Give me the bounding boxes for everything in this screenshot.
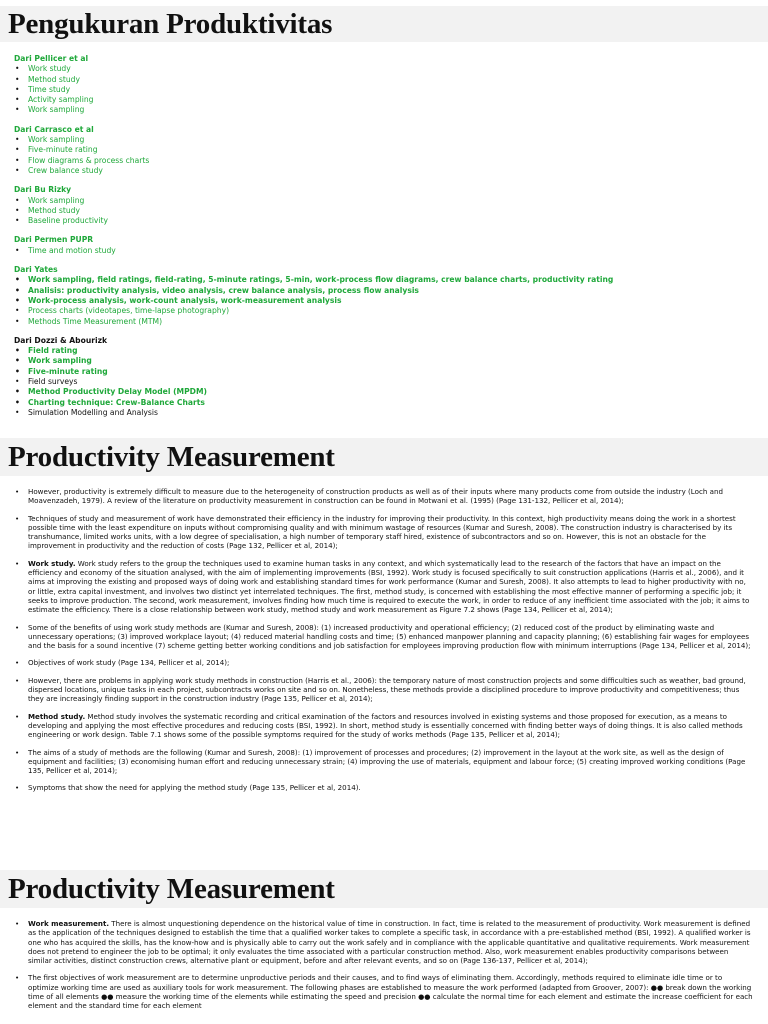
paragraph: • However, there are problems in applying work study methods in construction (Harris et al., 2006): the temporary nature of most construction projects and some difficulties such as weather, bad ground, dispersed locations, unique tasks in each project, subcontracts works on site and so on. Nonetheless, these methods provide a disciplined procedure to improve productivity and competitiveness; thus they are increasingly finding support in the construction industry (Page 135, Pellicer et al, 2014); xyxy=(14,676,754,704)
group-yates xyxy=(14,265,754,327)
group-dozzi-abourizk xyxy=(14,336,754,418)
list-item: • Methods Time Measurement (MTM) xyxy=(14,317,754,327)
list-item: • Field rating xyxy=(14,346,754,356)
list-item: • Work sampling xyxy=(14,356,754,366)
list-item: • Work sampling, field ratings, field-rating, 5-minute ratings, 5-min, work-process flow diagrams, crew balance charts, productivity rating xyxy=(14,275,754,285)
list-item: • Method Productivity Delay Model (MPDM) xyxy=(14,387,754,397)
slide-2-title: Productivity Measurement xyxy=(8,440,335,473)
list-item: • Work-process analysis, work-count analysis, work-measurement analysis xyxy=(14,296,754,306)
list-item: • Analisis: productivity analysis, video analysis, crew balance analysis, process flow analysis xyxy=(14,286,754,296)
list-item: • Method study xyxy=(14,206,754,216)
slide-1-content xyxy=(0,42,768,418)
paragraph: • Objectives of work study (Page 134, Pellicer et al, 2014); xyxy=(14,658,754,667)
list-item: • Five-minute rating xyxy=(14,367,754,377)
group-title: Dari Yates xyxy=(14,265,58,275)
group-carrasco xyxy=(14,125,754,176)
paragraph: • The aims of a study of methods are the following (Kumar and Suresh, 2008): (1) improvement of processes and procedures; (2) improvement in the layout at the work site, as well as the design of equipment and facilities; (3) economising human effort and reducing unnecessary strain; (4) improving the use of materials, equipment and labour force; (5) creating improved working conditions (Page 135, Pellicer et al, 2014); xyxy=(14,748,754,776)
group-title: Dari Pellicer et al xyxy=(14,54,89,63)
list-item: • Field surveys xyxy=(14,377,754,387)
slide-3 xyxy=(0,870,768,1024)
group-title: Dari Permen PUPR xyxy=(14,235,94,245)
list-item: • Crew balance study xyxy=(14,166,754,176)
group-title: Dari Bu Rizky xyxy=(14,185,72,195)
paragraph: • Some of the benefits of using work study methods are (Kumar and Suresh, 2008): (1) increased productivity and operational efficiency; (2) reduced cost of the product by eliminating waste and unnecessary operations; (3) improved workplace layout; (4) reduced material handling costs and time; (5) enhanced manpower planning and capacity planning; (6) establishing fair wages for employees and the basis for a sound incentive (7) scheme getting better working conditions and job satisfaction for employees improving production flow with minimum interruptions (Page 134, Pellicer et al, 2014); xyxy=(14,623,754,651)
group-pellicer xyxy=(14,54,754,116)
paragraph: • Method study. Method study involves the systematic recording and critical examination of the factors and resources involved in existing systems and those proposed for execution, as a means to developing and applying the most effective procedures and reducing costs (BSI, 1992). In short, method study is essentially concerned with finding better ways of doing things. It is also called methods engineering or work design. Table 7.1 shows some of the possible symptoms required for the study of works methods (Page 135, Pellicer et al, 2014); xyxy=(14,712,754,740)
slide-3-title: Productivity Measurement xyxy=(8,872,335,905)
list-item: • Five-minute rating xyxy=(14,145,754,155)
group-title: Dari Carrasco et al xyxy=(14,124,94,134)
slide-1 xyxy=(0,6,768,434)
list-item: • Work sampling xyxy=(14,135,754,145)
slide-1-title-bar xyxy=(0,6,768,42)
paragraph: • Work measurement. There is almost unquestioning dependence on the historical value of time in construction. In fact, time is related to the measurement of productivity. Work measurement is defined as the application of the techniques designed to establish the time that a qualified worker takes to complete a specific task, in accordance with a pre-established method (BSI, 1992). A qualified worker is one who has acquired the skills, has the know-how and is physically able to carry out the work safely and in compliance with the applicable quantitative and qualitative requirements. Work measurement does not pretend to engineer the job to be optimal; it only evaluates the time associated with a particular construction method. Also, work measurement enables productivity comparisons between similar activities, distinct construction crews, alternative plant or equipment, before and after relevant events, and so on (Page 136-137, Pellicer et al, 2014); xyxy=(14,919,754,965)
group-title: Dari Dozzi & Abourizk xyxy=(14,335,108,345)
slide-1-title: Pengukuran Produktivitas xyxy=(8,7,333,40)
slide-2 xyxy=(0,438,768,860)
list-item: • Flow diagrams & process charts xyxy=(14,156,754,166)
group-permen-pupr xyxy=(14,235,754,256)
list-item: • Time study xyxy=(14,85,754,95)
list-item: • Method study xyxy=(14,75,754,85)
list-item: • Time and motion study xyxy=(14,246,754,256)
list-item: • Simulation Modelling and Analysis xyxy=(14,408,754,418)
slide-2-title-bar xyxy=(0,438,768,476)
list-item: • Activity sampling xyxy=(14,95,754,105)
paragraph: • The first objectives of work measurement are to determine unproductive periods and their causes, and to find ways of eliminating them. Accordingly, methods required to eliminate idle time or to optimize working time are used as auxiliary tools for work measurement. The following phases are established to measure the work performed (adapted from Groover, 2007): ●● break down the working time of all elements ●● measure the working time of the elements while estimating the speed and precision ●● calculate the normal time for each element and estimate the increase coefficient for each element and the standard time for each element xyxy=(14,973,754,1010)
list-item: • Baseline productivity xyxy=(14,216,754,226)
list-item: • Process charts (videotapes, time-lapse photography) xyxy=(14,306,754,316)
paragraph: • However, productivity is extremely difficult to measure due to the heterogeneity of construction products as well as of their inputs where many products come from outside the industry (Loch and Moavenzadeh, 1979). A review of the literature on productivity measurement in construction can be found in Motwani et al. (1995) (Page 131-132, Pellicer et al, 2014); xyxy=(14,487,754,506)
list-item: • Work sampling xyxy=(14,196,754,206)
list-item: • Charting technique: Crew-Balance Charts xyxy=(14,398,754,408)
slide-2-paragraphs xyxy=(0,476,768,793)
paragraph: • Techniques of study and measurement of work have demonstrated their efficiency in the industry for improving their productivity. In this context, high productivity means doing the work in a shortest possible time with the least expenditure on inputs without compromising quality and with minimum wastage of resources (Kumar and Suresh, 2008). The construction industry is characterised by its transhumance, limited works units, with a low degree of specialisation, a high number of temporary staff hired, existence of subcontractors and so on. However, this is not an obstacle for the improvement in productivity and the reduction of costs (Page 132, Pellicer et al, 2014); xyxy=(14,514,754,551)
list-item: • Work study xyxy=(14,64,754,74)
list-item: • Work sampling xyxy=(14,105,754,115)
group-bu-rizky xyxy=(14,185,754,226)
slide-3-paragraphs xyxy=(0,908,768,1011)
paragraph: • Symptoms that show the need for applying the method study (Page 135, Pellicer et al, 2014). xyxy=(14,783,754,792)
paragraph: • Work study. Work study refers to the group the techniques used to examine human tasks in any context, and which systematically lead to the research of the factors that have an impact on the efficiency and economy of the situation analysed, with the aim of implementing improvements (BSI, 1992). Work study is focused specifically to suit construction applications (Harris et al., 2006), and it aims at improving the existing and proposed ways of doing work and establishing standard times for work performance (Kumar and Suresh, 2008). It also attempts to lead to higher productivity with no, or little, extra capital investment, and involves two distinct yet interrelated techniques. The first, method study, is concerned with establishing the most effective manner of performing a specific job; it seeks to improve production. The second, work measurement, involves finding how much time is required to execute the work, in order to reduce of any inefficient time associated with the job; it aims to estimate the efficiency. There is a close relationship between work study, method study and work measurement as Figure 7.2 shows (Page 134, Pellicer et al, 2014); xyxy=(14,559,754,615)
slide-3-title-bar xyxy=(0,870,768,908)
